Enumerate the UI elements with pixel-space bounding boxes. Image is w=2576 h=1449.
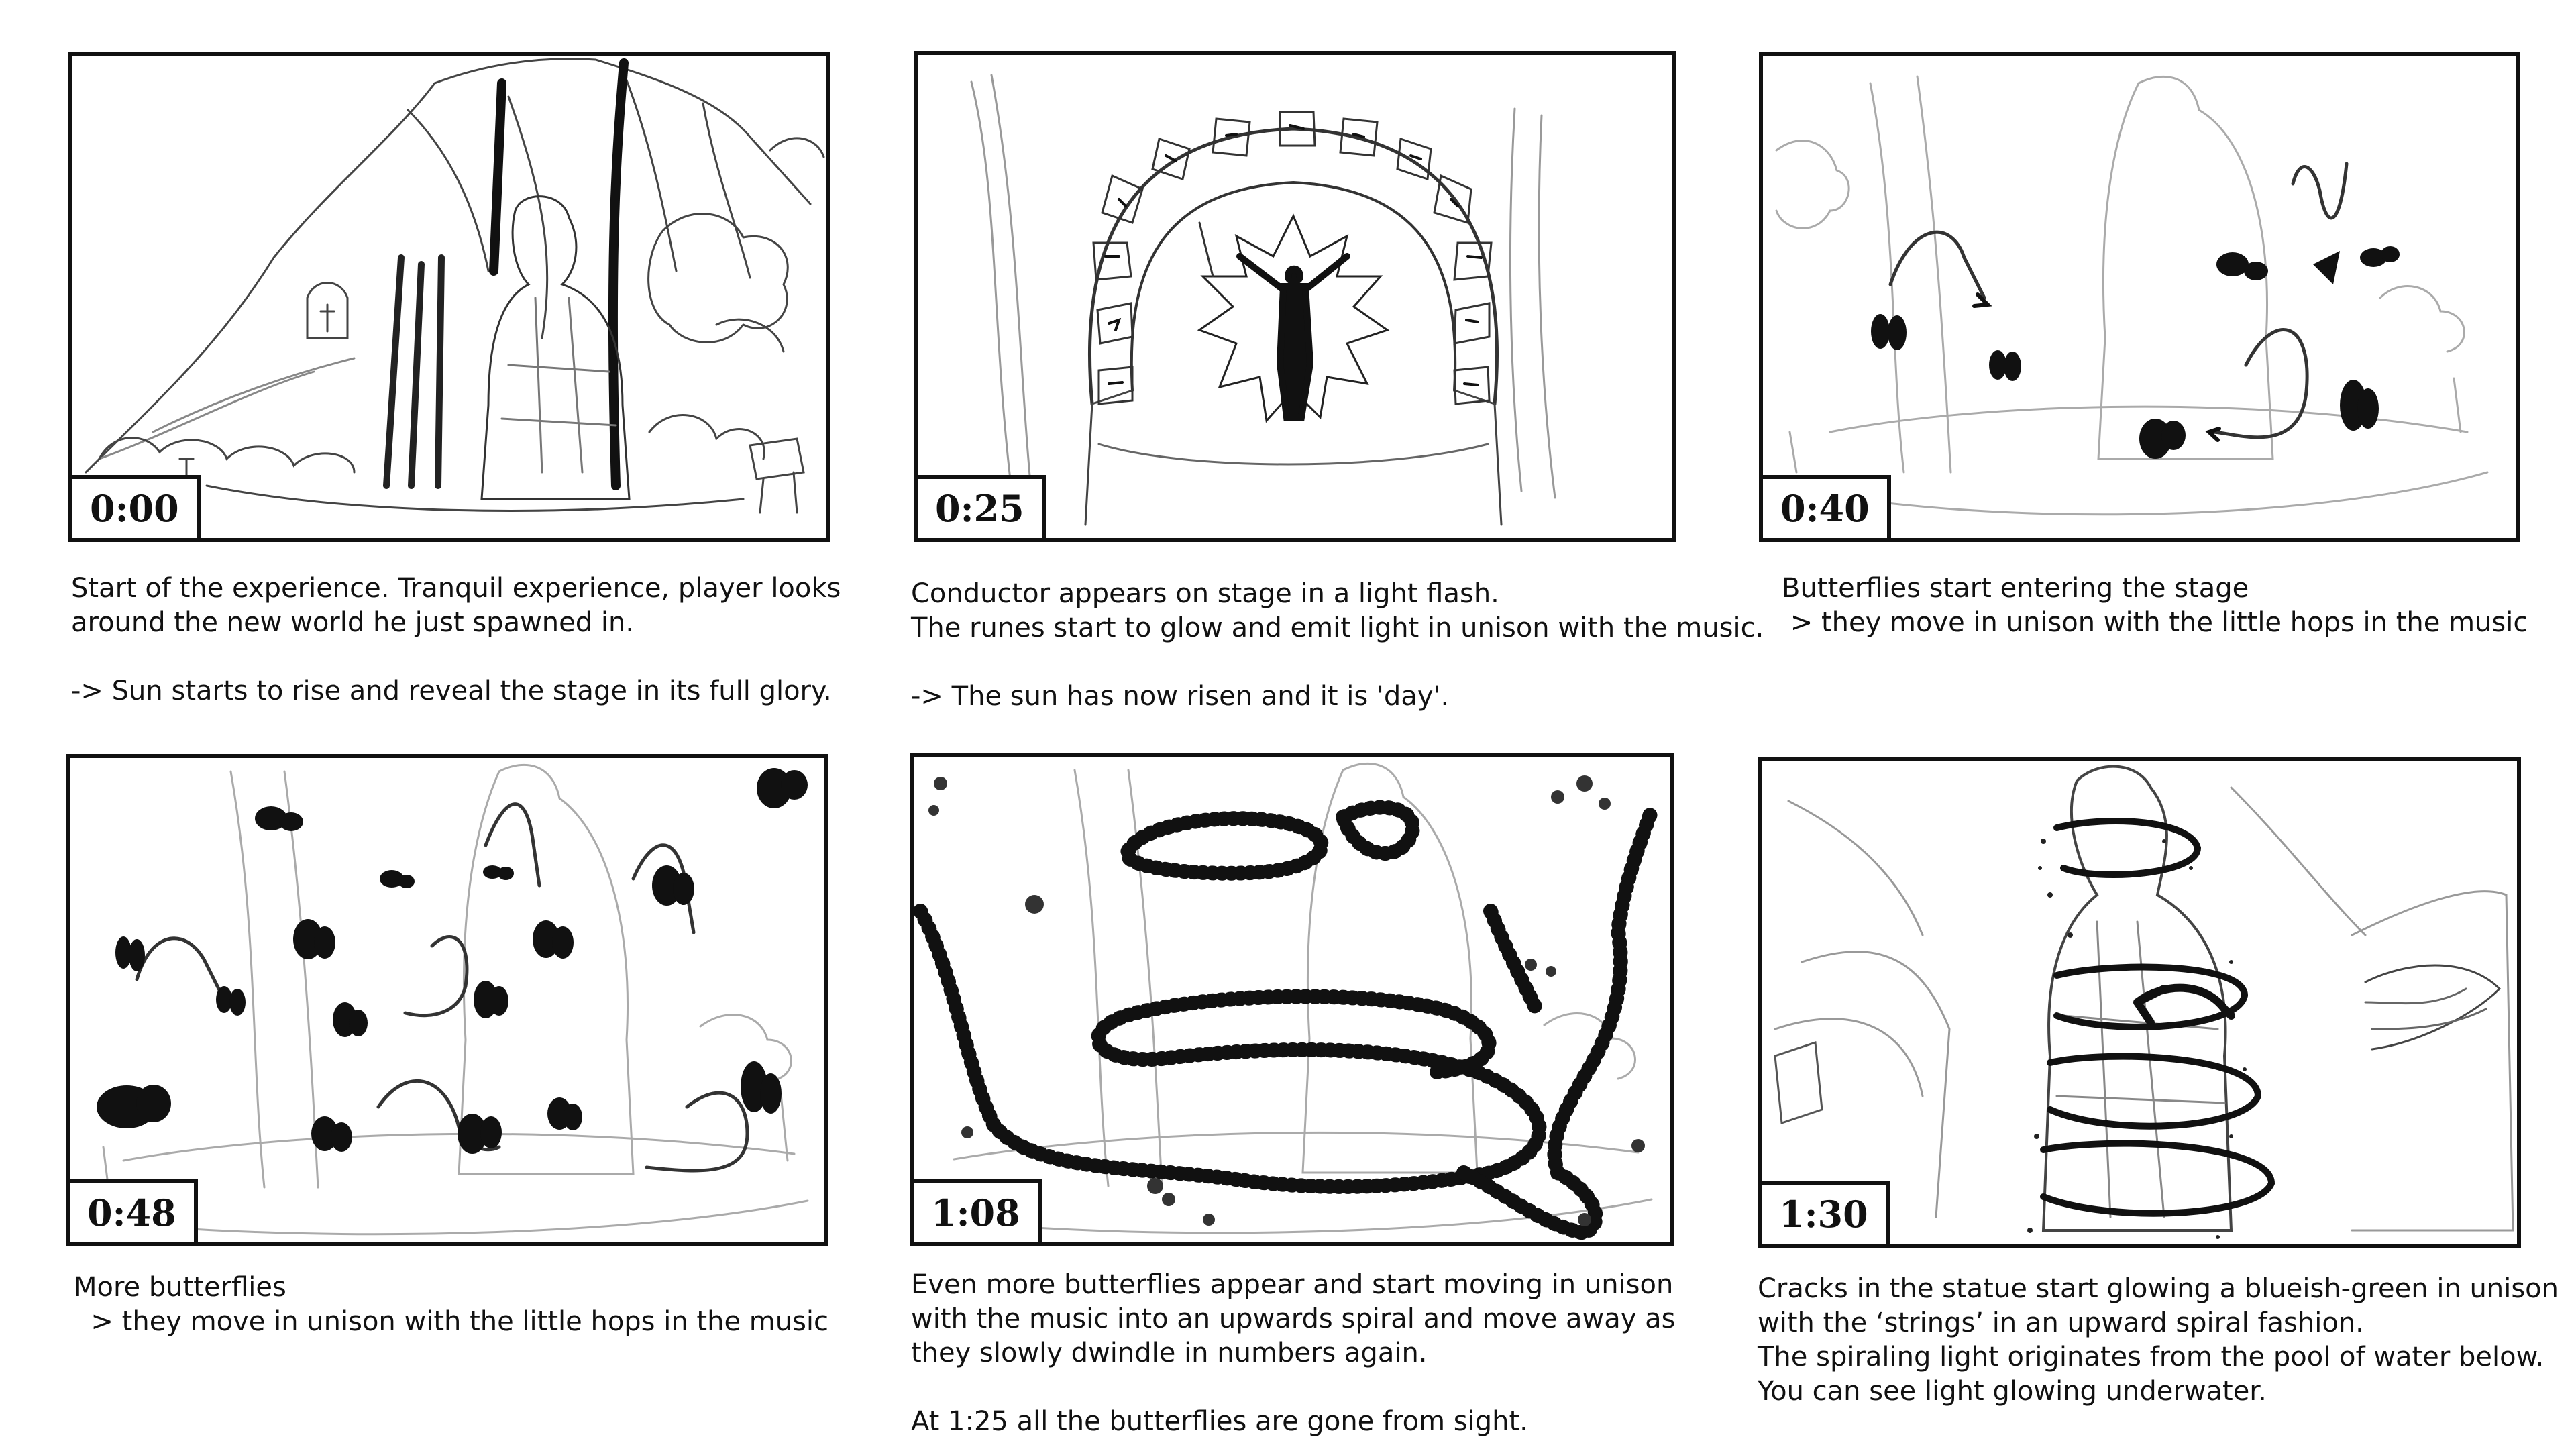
butterfly-icon xyxy=(380,870,415,888)
butterfly-icon xyxy=(483,865,514,880)
caption-line: At 1:25 all the butterflies are gone from sight. xyxy=(911,1406,1528,1437)
caption-line xyxy=(71,640,841,674)
panel-4-caption xyxy=(74,1271,828,1339)
storyboard-frame-5 xyxy=(910,753,1674,1246)
sketch-statue-glow-spiral xyxy=(1762,761,2517,1244)
sketch-butterfly-spiral xyxy=(914,757,1670,1242)
butterfly-icon xyxy=(115,936,145,971)
panel-2-caption xyxy=(911,577,1764,714)
butterfly-icon xyxy=(311,1116,352,1152)
caption-line: -> Sun starts to rise and reveal the stage in its full glory. xyxy=(71,676,832,706)
caption-line: > they move in unison with the little hops in the music xyxy=(74,1306,829,1337)
butterfly-icon xyxy=(2360,246,2400,267)
panel-5-caption xyxy=(911,1268,1676,1439)
timestamp-label: 0:48 xyxy=(66,1179,198,1246)
caption-line: -> The sun has now risen and it is 'day'. xyxy=(911,681,1450,712)
butterfly-icon xyxy=(652,865,694,906)
storyboard-frame-4 xyxy=(66,754,828,1246)
butterfly-icon xyxy=(255,806,303,831)
butterfly-icon xyxy=(293,919,335,959)
caption-line: Conductor appears on stage in a light flash. xyxy=(911,578,1499,609)
timestamp-label: 1:08 xyxy=(910,1179,1042,1246)
sketch-waterfall-statue xyxy=(72,56,826,538)
caption-line: More butterflies xyxy=(74,1272,286,1303)
butterfly-icon xyxy=(2340,380,2379,431)
butterfly-icon xyxy=(1989,350,2021,381)
timestamp-label: 0:25 xyxy=(914,475,1046,542)
butterfly-icons xyxy=(70,758,824,1242)
sketch-conductor-rune-gate xyxy=(918,55,1672,538)
storyboard-frame-1 xyxy=(68,52,830,542)
storyboard-frame-2 xyxy=(914,51,1676,542)
caption-line: with the music into an upwards spiral and move away as xyxy=(911,1303,1676,1334)
caption-line: they slowly dwindle in numbers again. xyxy=(911,1338,1428,1368)
storyboard-frame-6 xyxy=(1758,757,2521,1248)
caption-line xyxy=(911,645,1764,680)
caption-line: You can see light glowing underwater. xyxy=(1758,1376,2267,1407)
timestamp-label: 0:40 xyxy=(1759,475,1891,542)
butterfly-icons xyxy=(1763,56,2516,538)
butterfly-icon xyxy=(533,920,574,959)
butterfly-icon xyxy=(2313,251,2340,284)
panel-6-caption xyxy=(1758,1272,2559,1409)
caption-line: Butterflies start entering the stage xyxy=(1782,573,2249,604)
caption-line: The runes start to glow and emit light in unison with the music. xyxy=(911,612,1764,643)
butterfly-icon xyxy=(97,1085,171,1128)
caption-line: Cracks in the statue start glowing a blueish-green in unison xyxy=(1758,1273,2559,1304)
butterfly-icon xyxy=(757,768,808,808)
panel-3-caption xyxy=(1782,572,2528,640)
timestamp-label: 1:30 xyxy=(1758,1181,1890,1248)
butterfly-icon xyxy=(474,981,508,1018)
butterfly-icon xyxy=(458,1114,502,1154)
storyboard-frame-3 xyxy=(1759,52,2520,542)
butterfly-icon xyxy=(547,1097,582,1130)
butterfly-icon xyxy=(1871,314,1907,350)
caption-line: Even more butterflies appear and start moving in unison xyxy=(911,1269,1674,1300)
caption-line: around the new world he just spawned in. xyxy=(71,607,635,638)
butterfly-icon xyxy=(2216,252,2268,280)
caption-line: > they move in unison with the little hops in the music xyxy=(1782,607,2528,638)
butterfly-icon xyxy=(216,986,246,1016)
caption-line: The spiraling light originates from the pool of water below. xyxy=(1758,1342,2544,1373)
butterfly-icon xyxy=(741,1061,782,1114)
caption-line: Start of the experience. Tranquil experience, player looks xyxy=(71,573,841,604)
butterfly-icon xyxy=(333,1002,368,1037)
timestamp-label: 0:00 xyxy=(68,475,201,542)
caption-line xyxy=(911,1371,1676,1405)
butterfly-icon xyxy=(2139,419,2186,459)
caption-line: with the ‘strings’ in an upward spiral fashion. xyxy=(1758,1307,2364,1338)
panel-1-caption xyxy=(71,572,841,708)
